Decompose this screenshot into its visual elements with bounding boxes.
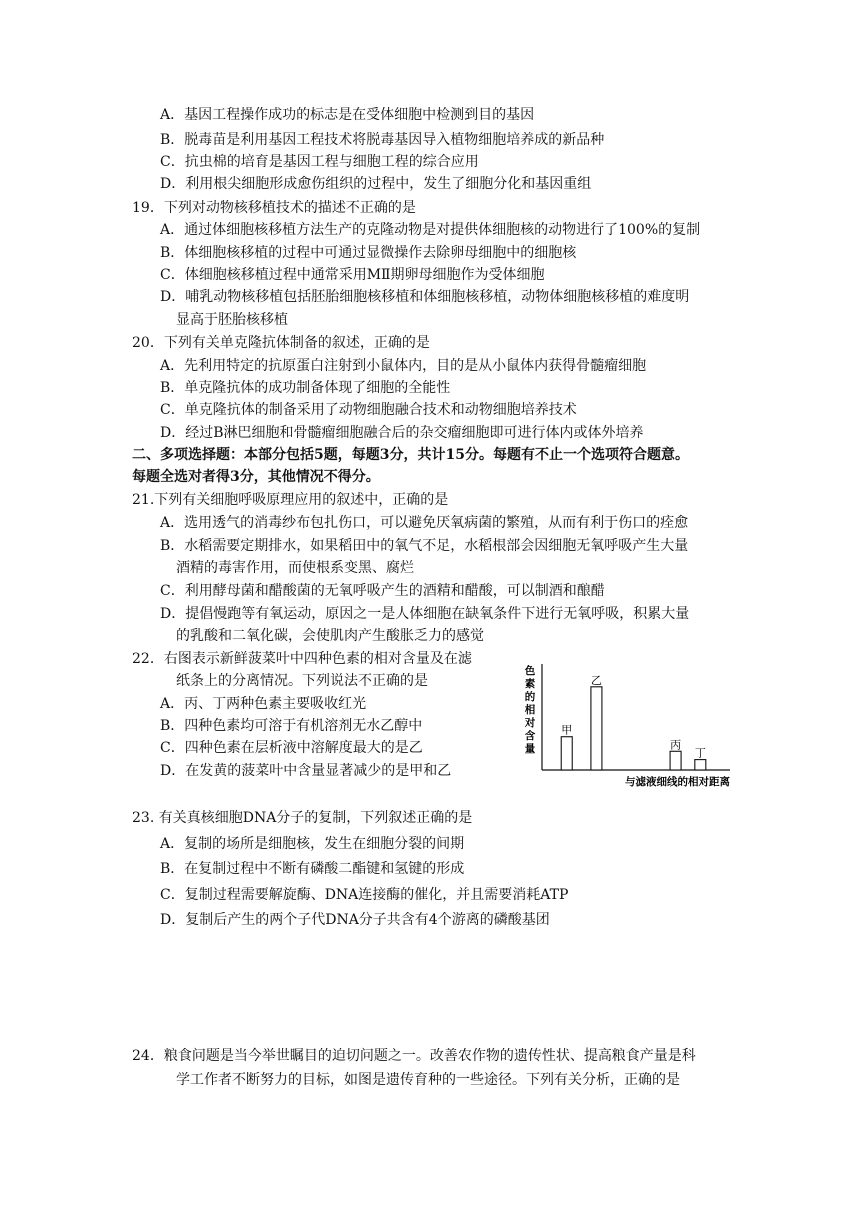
x-axis-label: 与滤液细线的相对距离 — [625, 776, 730, 788]
q19-option-d-cont: 显高于胚胎核移植 — [176, 312, 288, 328]
q22-stem-cont: 纸条上的分离情况。下列说法不正确的是 — [176, 673, 428, 689]
q20-stem: 20．下列有关单克隆抗体制备的叙述，正确的是 — [132, 335, 430, 351]
q21-option-d: D．提倡慢跑等有氧运动，原因之一是人体细胞在缺氧条件下进行无氧呼吸，积累大量 — [160, 606, 690, 622]
q19-option-b: B．体细胞核移植的过程中可通过显微操作去除卵母细胞中的细胞核 — [160, 245, 577, 261]
q20-option-d: D．经过B淋巴细胞和骨髓瘤细胞融合后的杂交瘤细胞即可进行体内或体外培养 — [160, 425, 644, 441]
pigment-bar — [591, 687, 602, 770]
q24-stem-cont: 学工作者不断努力的目标，如图是遗传育种的一些途径。下列有关分析，正确的是 — [176, 1072, 680, 1088]
y-axis-label — [524, 664, 536, 755]
y-axis-label-char: 素 — [524, 678, 536, 690]
q21-option-c: C．利用酵母菌和醋酸菌的无氧呼吸产生的酒精和醋酸，可以制酒和酿醋 — [160, 583, 605, 599]
q18-option-b: B．脱毒苗是利用基因工程技术将脱毒基因导入植物细胞培养成的新品种 — [160, 132, 605, 148]
pigment-bar — [561, 737, 572, 770]
q19-option-a: A．通过体细胞核移植方法生产的克隆动物是对提供体细胞核的动物进行了100%的复制 — [160, 222, 701, 238]
pigment-bar — [670, 751, 681, 770]
y-axis-label-char: 色 — [524, 665, 536, 677]
q21-option-b-cont: 酒精的毒害作用，而使根系变黑、腐烂 — [176, 560, 414, 576]
pigment-bar-label: 甲 — [561, 723, 573, 737]
pigment-bar — [695, 760, 706, 770]
q21-stem: 21.下列有关细胞呼吸原理应用的叙述中，正确的是 — [132, 492, 449, 508]
q23-stem: 23. 有关真核细胞DNA分子的复制，下列叙述正确的是 — [132, 810, 473, 826]
q22-option-b: B．四种色素均可溶于有机溶剂无水乙醇中 — [160, 718, 423, 734]
section2-heading-cont: 每题全选对者得3分，其他情况不得分。 — [132, 469, 380, 485]
section2-heading: 二、多项选择题：本部分包括5题，每题3分，共计15分。每题有不止一个选项符合题意。 — [132, 447, 689, 463]
q20-option-b: B．单克隆抗体的成功制备体现了细胞的全能性 — [160, 380, 451, 396]
y-axis-label-char: 量 — [524, 743, 536, 755]
q22-option-a: A．丙、丁两种色素主要吸收红光 — [160, 696, 367, 712]
q18-option-d: D．利用根尖细胞形成愈伤组织的过程中，发生了细胞分化和基因重组 — [160, 176, 592, 192]
q22-option-d: D．在发黄的菠菜叶中含量显著减少的是甲和乙 — [160, 763, 452, 779]
pigment-bar-label: 丁 — [694, 746, 706, 760]
q23-option-a: A．复制的场所是细胞核，发生在细胞分裂的间期 — [160, 836, 465, 852]
q19-stem: 19．下列对动物核移植技术的描述不正确的是 — [132, 200, 416, 216]
q21-option-d-cont: 的乳酸和二氧化碳，会使肌肉产生酸胀乏力的感觉 — [176, 628, 484, 644]
pigment-bar-label: 丙 — [670, 738, 682, 752]
q22-option-c: C．四种色素在层析液中溶解度最大的是乙 — [160, 740, 423, 756]
q24-stem: 24．粮食问题是当今举世瞩目的迫切问题之一。改善农作物的遗传性状、提高粮食产量是科 — [132, 1048, 696, 1064]
q18-option-a: A．基因工程操作成功的标志是在受体细胞中检测到目的基因 — [160, 107, 535, 123]
q19-option-d: D．哺乳动物核移植包括胚胎细胞核移植和体细胞核移植，动物体细胞核移植的难度明 — [160, 289, 690, 305]
pigment-bar-chart — [520, 660, 735, 790]
q18-option-c: C．抗虫棉的培育是基因工程与细胞工程的综合应用 — [160, 154, 479, 170]
q23-option-b: B．在复制过程中不断有磷酸二酯键和氢键的形成 — [160, 861, 465, 877]
q21-option-b: B．水稻需要定期排水，如果稻田中的氧气不足，水稻根部会因细胞无氧呼吸产生大量 — [160, 538, 689, 554]
q21-option-a: A．选用透气的消毒纱布包扎伤口，可以避免厌氧病菌的繁殖，从而有利于伤口的痊愈 — [160, 515, 689, 531]
y-axis-label-char: 相 — [524, 704, 536, 716]
q19-option-c: C．体细胞核移植过程中通常采用MⅡ期卵母细胞作为受体细胞 — [160, 267, 545, 283]
y-axis-label-char: 含 — [524, 730, 536, 742]
y-axis-label-char: 的 — [524, 691, 536, 703]
q20-option-a: A．先利用特定的抗原蛋白注射到小鼠体内，目的是从小鼠体内获得骨髓瘤细胞 — [160, 358, 647, 374]
q20-option-c: C．单克隆抗体的制备采用了动物细胞融合技术和动物细胞培养技术 — [160, 402, 577, 418]
q23-option-c: C．复制过程需要解旋酶、DNA连接酶的催化，并且需要消耗ATP — [160, 887, 569, 903]
pigment-bar-label: 乙 — [590, 673, 602, 687]
y-axis-label-char: 对 — [524, 717, 536, 729]
q22-stem: 22．右图表示新鲜菠菜叶中四种色素的相对含量及在滤 — [132, 651, 472, 667]
q23-option-d: D．复制后产生的两个子代DNA分子共含有4个游离的磷酸基团 — [160, 912, 550, 928]
